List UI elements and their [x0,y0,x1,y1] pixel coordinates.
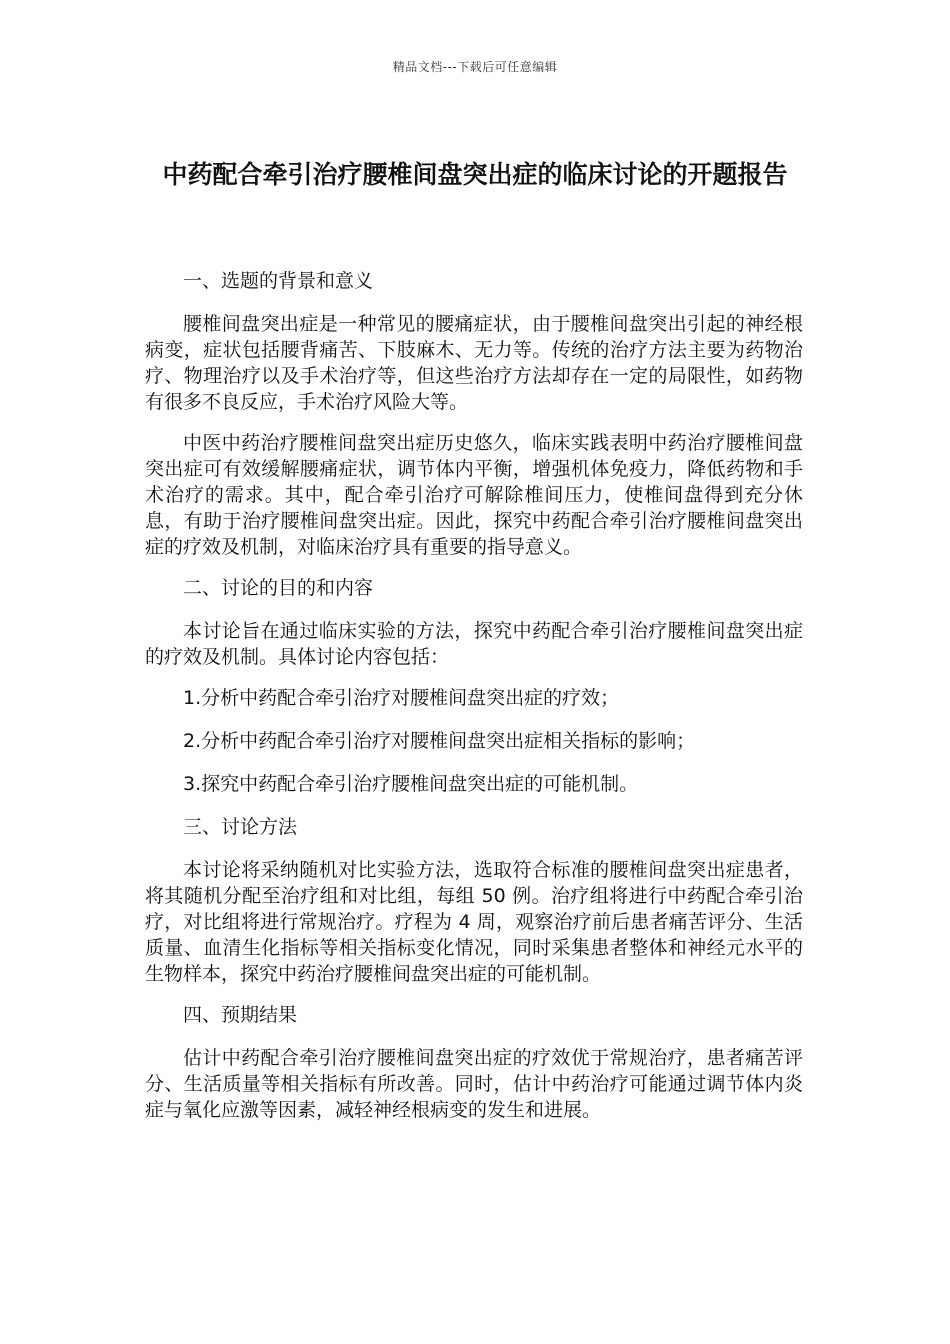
document-title: 中药配合牵引治疗腰椎间盘突出症的临床讨论的开题报告 [162,159,788,189]
section-heading: 二、讨论的目的和内容 [183,577,374,599]
header-note: 精品文档---下载后可任意编辑 [392,60,558,74]
body-paragraph: 本讨论将采纳随机对比实验方法，选取符合标准的腰椎间盘突出症患者，将其随机分配至治疗组和对比组，每组 50 例。治疗组将进行中药配合牵引治疗，对比组将进行常规治疗。疗程为 4 周，观察治疗前后患者痛苦评分、生活质量、血清生化指标等相关指标变化情况，同时采集患者整体和神经元水平的生物样本，探究中药治疗腰椎间盘突出症的可能机制。 [145,859,803,985]
body-paragraph: 本讨论旨在通过临床实验的方法，探究中药配合牵引治疗腰椎间盘突出症的疗效及机制。具体讨论内容包括： [145,620,803,668]
section-heading: 三、讨论方法 [183,816,298,838]
body-paragraph: 估计中药配合牵引治疗腰椎间盘突出症的疗效优于常规治疗，患者痛苦评分、生活质量等相关指标有所改善。同时，估计中药治疗可能通过调节体内炎症与氧化应激等因素，减轻神经根病变的发生和进展。 [145,1047,803,1121]
body-paragraph: 中医中药治疗腰椎间盘突出症历史悠久，临床实践表明中药治疗腰椎间盘突出症可有效缓解腰痛症状，调节体内平衡，增强机体免疫力，降低药物和手术治疗的需求。其中，配合牵引治疗可解除椎间压力，使椎间盘得到充分休息，有助于治疗腰椎间盘突出症。因此，探究中药配合牵引治疗腰椎间盘突出症的疗效及机制，对临床治疗具有重要的指导意义。 [145,432,803,558]
section-heading: 四、预期结果 [183,1004,298,1026]
list-item: 3.探究中药配合牵引治疗腰椎间盘突出症的可能机制。 [183,773,639,795]
list-item: 1.分析中药配合牵引治疗对腰椎间盘突出症的疗效； [183,687,620,709]
document-body [145,268,803,1138]
body-paragraph: 腰椎间盘突出症是一种常见的腰痛症状，由于腰椎间盘突出引起的神经根病变，症状包括腰背痛苦、下肢麻木、无力等。传统的治疗方法主要为药物治疗、物理治疗以及手术治疗等，但这些治疗方法却存在一定的局限性，如药物有很多不良反应，手术治疗风险大等。 [145,313,803,413]
list-item: 2.分析中药配合牵引治疗对腰椎间盘突出症相关指标的影响； [183,730,696,752]
section-heading: 一、选题的背景和意义 [183,270,374,292]
